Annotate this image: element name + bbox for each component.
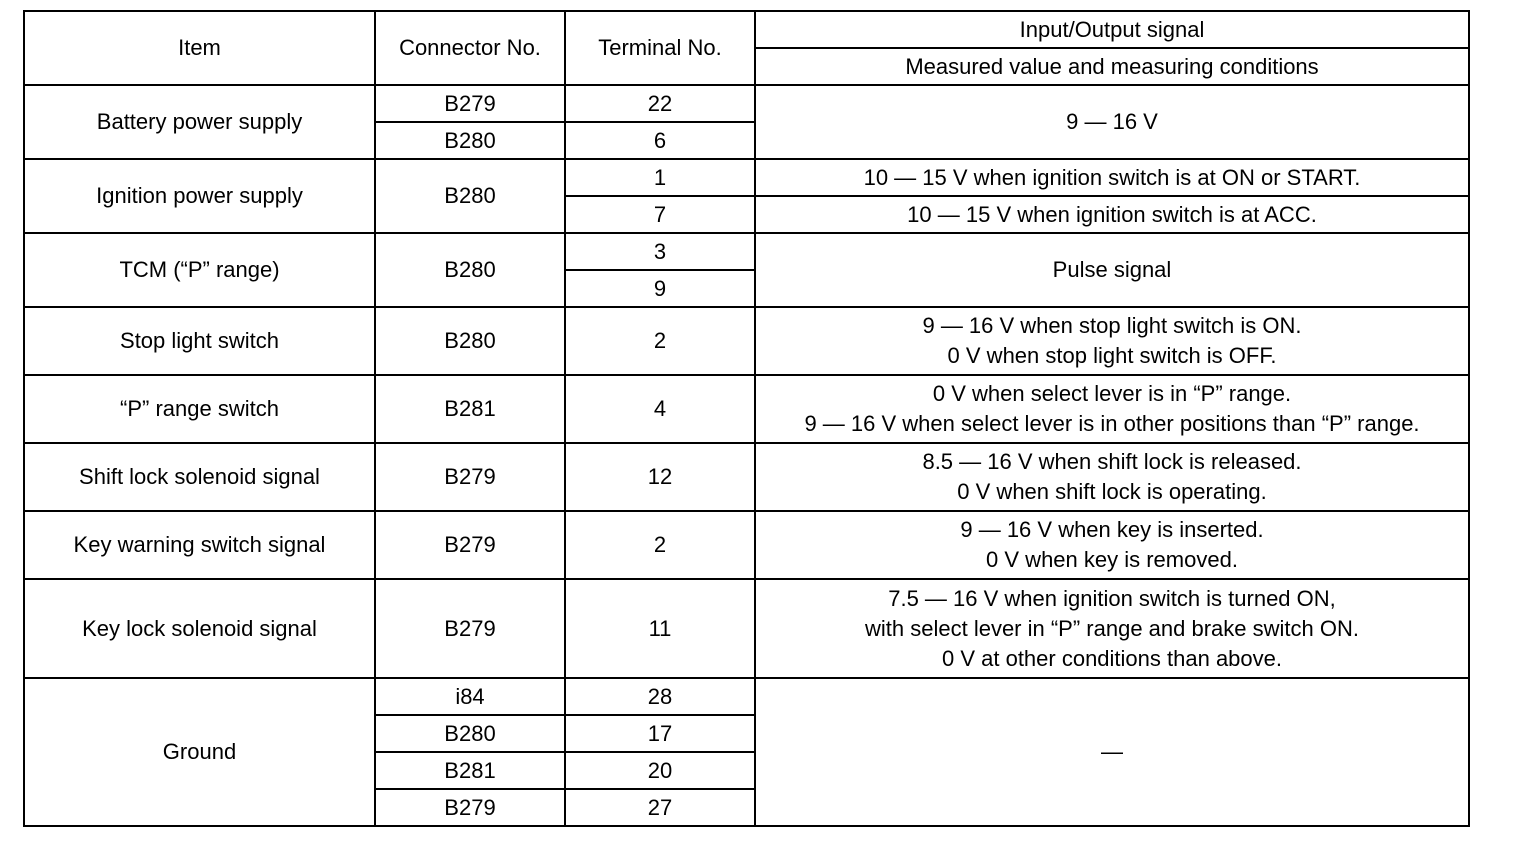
terminal-cell: 4 <box>565 375 755 443</box>
item-cell: Key warning switch signal <box>24 511 375 579</box>
table-row-p-range <box>24 375 1469 443</box>
header-item: Item <box>24 11 375 85</box>
item-cell: Stop light switch <box>24 307 375 375</box>
signal-cell: 10 — 15 V when ignition switch is at ACC. <box>755 196 1469 233</box>
connector-cell: B280 <box>375 159 565 233</box>
signal-cell: 9 — 16 V <box>755 85 1469 159</box>
signal-cell <box>755 511 1469 579</box>
signal-cell <box>755 307 1469 375</box>
signal-line: 9 — 16 V when key is inserted. <box>960 517 1264 542</box>
terminal-cell: 17 <box>565 715 755 752</box>
connector-cell: B279 <box>375 789 565 826</box>
terminal-cell: 28 <box>565 678 755 715</box>
terminal-cell: 22 <box>565 85 755 122</box>
connector-cell: i84 <box>375 678 565 715</box>
signal-line: 0 V when shift lock is operating. <box>957 479 1267 504</box>
io-signal-table <box>23 10 1470 827</box>
signal-line: 7.5 — 16 V when ignition switch is turned ON, <box>888 585 1336 611</box>
table-row-tcm <box>24 233 1469 270</box>
connector-cell: B281 <box>375 375 565 443</box>
table-row-shift-lock <box>24 443 1469 511</box>
connector-cell: B280 <box>375 233 565 307</box>
terminal-cell: 9 <box>565 270 755 307</box>
signal-cell <box>755 579 1469 678</box>
item-cell: TCM (“P” range) <box>24 233 375 307</box>
signal-line: 0 V when key is removed. <box>986 547 1238 572</box>
connector-cell: B281 <box>375 752 565 789</box>
terminal-cell: 11 <box>565 579 755 678</box>
header-connector: Connector No. <box>375 11 565 85</box>
terminal-cell: 12 <box>565 443 755 511</box>
signal-line: 0 V when select lever is in “P” range. <box>932 381 1292 406</box>
connector-cell: B279 <box>375 511 565 579</box>
connector-cell: B280 <box>375 122 565 159</box>
header-measured: Measured value and measuring conditions <box>755 48 1469 85</box>
terminal-cell: 20 <box>565 752 755 789</box>
terminal-cell: 3 <box>565 233 755 270</box>
item-cell: “P” range switch <box>24 375 375 443</box>
header-terminal: Terminal No. <box>565 11 755 85</box>
connector-cell: B280 <box>375 715 565 752</box>
header-row <box>24 11 1469 48</box>
signal-cell <box>755 375 1469 443</box>
signal-line: 8.5 — 16 V when shift lock is released. <box>922 449 1302 474</box>
item-cell: Ignition power supply <box>24 159 375 233</box>
signal-line: 0 V at other conditions than above. <box>941 645 1282 671</box>
table-row-key-lock <box>24 579 1469 678</box>
signal-line: 9 — 16 V when stop light switch is ON. <box>922 313 1302 338</box>
terminal-cell: 2 <box>565 511 755 579</box>
terminal-cell: 7 <box>565 196 755 233</box>
item-cell: Ground <box>24 678 375 826</box>
terminal-cell: 2 <box>565 307 755 375</box>
signal-line: 9 — 16 V when select lever is in other positions than “P” range. <box>804 411 1420 436</box>
item-cell: Battery power supply <box>24 85 375 159</box>
table-row-battery <box>24 85 1469 122</box>
header-io-signal: Input/Output signal <box>755 11 1469 48</box>
signal-cell: Pulse signal <box>755 233 1469 307</box>
signal-line: 0 V when stop light switch is OFF. <box>947 343 1277 368</box>
table-row-ground <box>24 678 1469 715</box>
terminal-cell: 6 <box>565 122 755 159</box>
terminal-cell: 27 <box>565 789 755 826</box>
connector-cell: B280 <box>375 307 565 375</box>
table-row-stop-light <box>24 307 1469 375</box>
signal-cell: — <box>755 678 1469 826</box>
item-cell: Key lock solenoid signal <box>24 579 375 678</box>
signal-cell: 10 — 15 V when ignition switch is at ON or START. <box>755 159 1469 196</box>
signal-line: with select lever in “P” range and brake switch ON. <box>865 615 1359 641</box>
signal-cell <box>755 443 1469 511</box>
connector-cell: B279 <box>375 579 565 678</box>
table-row-key-warning <box>24 511 1469 579</box>
connector-cell: B279 <box>375 85 565 122</box>
item-cell: Shift lock solenoid signal <box>24 443 375 511</box>
table-row-ignition <box>24 159 1469 196</box>
connector-cell: B279 <box>375 443 565 511</box>
terminal-cell: 1 <box>565 159 755 196</box>
